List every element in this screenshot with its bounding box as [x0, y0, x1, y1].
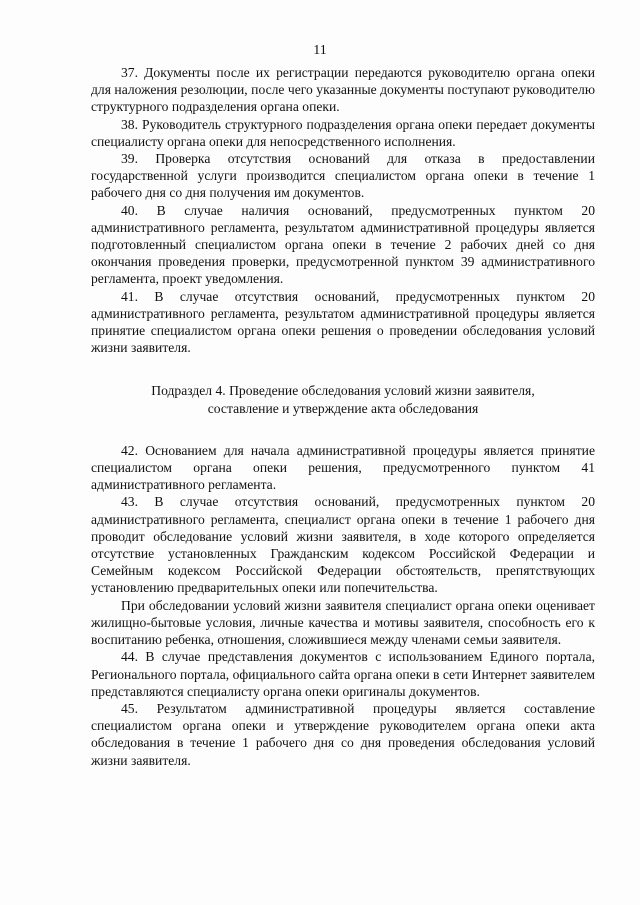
paragraph-45: 45. Результатом административной процедуры является составление специалистом органа опеки и утверждение руководителем органа опеки акта обследования в течение 1 рабочего дня со дня проведения обследования условий жизни заявителя.: [91, 700, 595, 768]
paragraph-38: 38. Руководитель структурного подразделения органа опеки передает документы специалисту органа опеки для непосредственного исполнения.: [91, 116, 595, 149]
paragraph-43-continued: При обследовании условий жизни заявителя специалист органа опеки оценивает жилищно-бытовые условия, личные качества и мотивы заявителя, способность его к воспитанию ребенка, отношения, сложившиеся между членами семьи заявителя.: [91, 597, 595, 648]
paragraph-37: 37. Документы после их регистрации передаются руководителю органа опеки для наложения резолюции, после чего указанные документы поступают руководителю структурного подразделения органа опеки.: [91, 65, 595, 115]
page-number: 11: [313, 43, 327, 58]
paragraph-42: 42. Основанием для начала административной процедуры является принятие специалистом органа опеки решения, предусмотренного пунктом 41 административного регламента.: [91, 442, 595, 493]
paragraph-40: 40. В случае наличия оснований, предусмотренных пунктом 20 административного регламента, результатом административной процедуры является подготовленный специалистом органа опеки в течение 2 рабочих дней со дня окончания проведения проверки, предусмотренной пунктом 39 административного регламента, проект уведомления.: [91, 202, 595, 287]
subsection-heading: [91, 382, 595, 416]
paragraph-44: 44. В случае представления документов с использованием Единого портала, Регионального портала, официального сайта органа опеки в сети Интернет заявителем представляются специалисту органа опеки оригиналы документов.: [91, 649, 595, 699]
paragraph-41: 41. В случае отсутствия оснований, предусмотренных пунктом 20 административного регламента, результатом административной процедуры является принятие специалистом органа опеки решения о проведении обследования условий жизни заявителя.: [91, 288, 595, 356]
subsection-heading-line-1: Подраздел 4. Проведение обследования условий жизни заявителя,: [151, 383, 535, 399]
subsection-heading-line-2: составление и утверждение акта обследования: [207, 400, 479, 416]
document-body: [91, 64, 595, 769]
paragraph-39: 39. Проверка отсутствия оснований для отказа в предоставлении государственной услуги производится специалистом органа опеки в течение 1 рабочего дня со дня получения им документов.: [91, 151, 595, 201]
paragraph-43: 43. В случае отсутствия оснований, предусмотренных пунктом 20 административного регламента, специалист органа опеки в течение 1 рабочего дня проводит обследование условий жизни заявителя, в ходе которого определяется отсутствие установленных Гражданским кодексом Российской Федерации и Семейным кодексом Российской Федерации обстоятельств, препятствующих установлению предварительных опеки или попечительства.: [91, 494, 595, 596]
